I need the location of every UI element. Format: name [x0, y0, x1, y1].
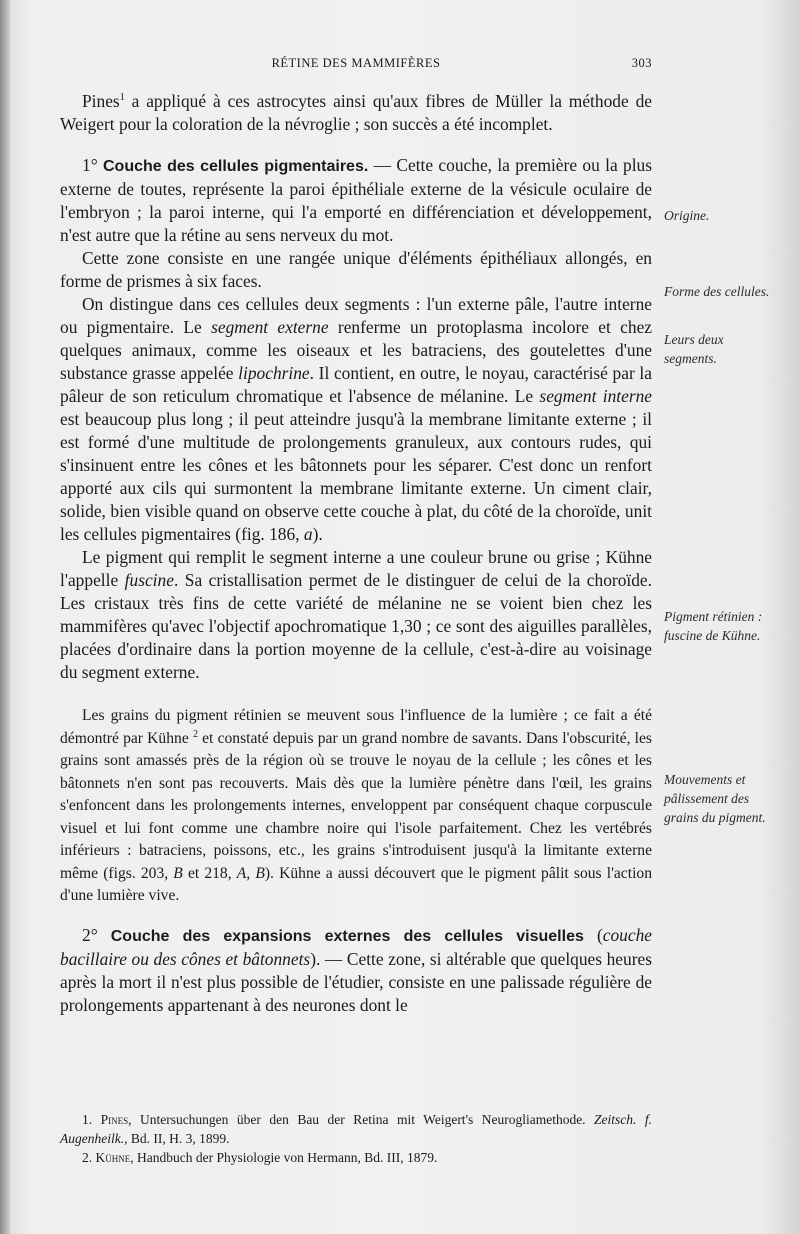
section-2-paragraph	[60, 924, 652, 1017]
term-fuscine: fuscine	[124, 570, 174, 590]
segments-text-k: ).	[312, 524, 323, 544]
footnote-1-author: Pines	[100, 1112, 129, 1127]
section-2-text: — Cette zone, si altérable que quelques heures après la mort il n'est plus possible de l'étudier, consiste en une palissade régulière de prolongements appartenant à des neurones dont le	[60, 948, 652, 1015]
section-1-paragraph	[60, 154, 652, 247]
paragraph-zone: Cette zone consiste en une rangée unique d'éléments épithéliaux allongés, en forme de prismes à six faces.	[60, 248, 652, 291]
segments-text-e: . Il contient, en outre, le noyau, caractérisé par la pâleur de son reticulum chromatique et l'absence de mélanine. Le	[60, 363, 652, 406]
pigment-text-c: . Sa cristallisation permet de le distinguer de celui de la choroïde. Les cristaux très fins de cette variété de mélanine ne se voient bien chez les mammifères qu'avec l'objectif apochromatique 1,30 ; ce sont des aiguilles parallèles, placées d'ordinaire dans la portion moyenne de la cellule, c'est-à-dire au voisinage du segment externe.	[60, 570, 652, 682]
margin-note-pigment: Pigment rétinien : fuscine de Kühne.	[664, 609, 763, 643]
footnote-2-text: , Handbuch der Physiologie von Hermann, Bd. III, 1879.	[130, 1150, 438, 1165]
grains-text-b: et constaté depuis par un grand nombre de savants. Dans l'obscurité, les grains sont amassés près de la région où se trouve le noyau de la cellule ; les cônes et les bâtonnets n'en sont pas recouverts. Mais dès que la lumière pénètre dans l'œil, les grains s'enfoncent dans les prolongements internes, enveloppent par conséquent chaque corpuscule visuel et lui font comme une chambre noire qui l'isole parfaitement. Chez les vertébrés inférieurs : batraciens, poissons, etc., les grains s'introduisent jusqu'à la limitante externe même (figs. 203,	[60, 729, 652, 882]
running-header	[60, 56, 652, 76]
page-number: 303	[631, 56, 652, 70]
figure-ref-ab: A, B	[236, 864, 265, 882]
section-2-heading: Couche des expansions externes des cellules visuelles	[110, 927, 584, 945]
margin-note-origine: Origine.	[664, 208, 710, 223]
section-2-paren-close: ).	[310, 948, 321, 969]
term-segment-externe: segment externe	[211, 317, 329, 337]
footnote-1-end: , Bd. II, H. 3, 1899.	[124, 1131, 230, 1146]
section-2-paren-open: (	[583, 924, 603, 945]
grains-text-f: ). Kühne a aussi découvert que le pigment pâlit sous l'action d'une lumière vive.	[60, 864, 652, 904]
footnote-ref-1: 1	[119, 92, 125, 104]
grains-text-d: et 218,	[182, 864, 237, 882]
footnotes	[60, 1110, 652, 1167]
footnote-ref-2: 2	[192, 728, 198, 740]
term-lipochrine: lipochrine	[238, 363, 310, 383]
footnote-2-author: Kühne	[95, 1150, 131, 1165]
figure-ref-b: B	[173, 864, 183, 882]
segments-text-c: renferme un protoplasma incolore et chez quelques animaux, comme les oiseaux et les batraciens, des goutelettes d'une substance grasse appelée	[60, 317, 653, 383]
footnote-1-journal: Zeitsch. f. Augenheilk.	[60, 1112, 652, 1146]
pines-name: Pines	[82, 91, 120, 111]
figure-ref-a: a	[303, 524, 313, 544]
footnote-2	[60, 1148, 652, 1167]
margin-note-segments: Leurs deux segments.	[664, 332, 724, 366]
margin-note-mouvements: Mouvements et pâlissement des grains du pigment.	[664, 772, 766, 825]
running-title: RÉTINE DES MAMMIFÈRES	[271, 56, 441, 70]
segments-text-a: On distingue dans ces cellules deux segments : l'un externe pâle, l'autre interne ou pigmentaire. Le	[60, 294, 652, 337]
section-2-number: 2°	[82, 924, 111, 945]
footnote-1-text: , Untersuchungen über den Bau der Retina mit Weigert's Neurogliamethode.	[128, 1112, 595, 1127]
paragraph-pigment	[60, 546, 652, 684]
page-spine-shadow	[0, 0, 10, 1234]
grains-text-a: Les grains du pigment rétinien se meuvent sous l'influence de la lumière ; ce fait a été démontré par Kühne	[60, 707, 652, 747]
section-2-subtitle: couche bacillaire ou des cônes et bâtonnets	[60, 924, 653, 969]
footnote-1	[60, 1110, 652, 1148]
segments-text-g: est beaucoup plus long ; il peut atteindre jusqu'à la membrane limitante externe ; il est formé d'une multitude de prolongements granuleux, aux contours rudes, qui s'insinuent entre les cônes et les bâtonnets pour les séparer. C'est donc un renfort apporté aux cils qui surmontent la membrane limitante externe. Un ciment clair, solide, bien visible quand on observe cette couche à plat, du côté de la choroïde, unit les cellules pigmentaires (fig. 186,	[60, 409, 652, 544]
footnote-1-number: 1.	[82, 1112, 101, 1127]
term-segment-interne: segment interne	[539, 386, 653, 406]
section-1-number: 1°	[82, 155, 103, 175]
section-1-text: — Cette couche, la première ou la plus externe de toutes, représente la paroi épithéliale externe de la vésicule oculaire de l'embryon ; la paroi interne, qui l'a emporté en différenciation et développement, n'est autre que la rétine au sens nerveux du mot.	[60, 155, 652, 245]
paragraph-grains-small	[60, 705, 652, 908]
footnote-2-number: 2.	[82, 1150, 96, 1165]
main-text	[60, 90, 652, 1017]
paragraph-pines-text: a appliqué à ces astrocytes ainsi qu'aux fibres de Müller la méthode de Weigert pour la coloration de la névroglie ; son succès a été incomplet.	[60, 91, 652, 134]
paragraph-segments	[60, 293, 652, 546]
pigment-text-a: Le pigment qui remplit le segment interne a une couleur brune ou grise ; Kühne l'appelle	[60, 547, 652, 590]
paragraph-pines	[60, 90, 652, 136]
section-1-heading: Couche des cellules pigmentaires.	[103, 158, 369, 175]
margin-note-forme: Forme des cellules.	[664, 284, 770, 299]
